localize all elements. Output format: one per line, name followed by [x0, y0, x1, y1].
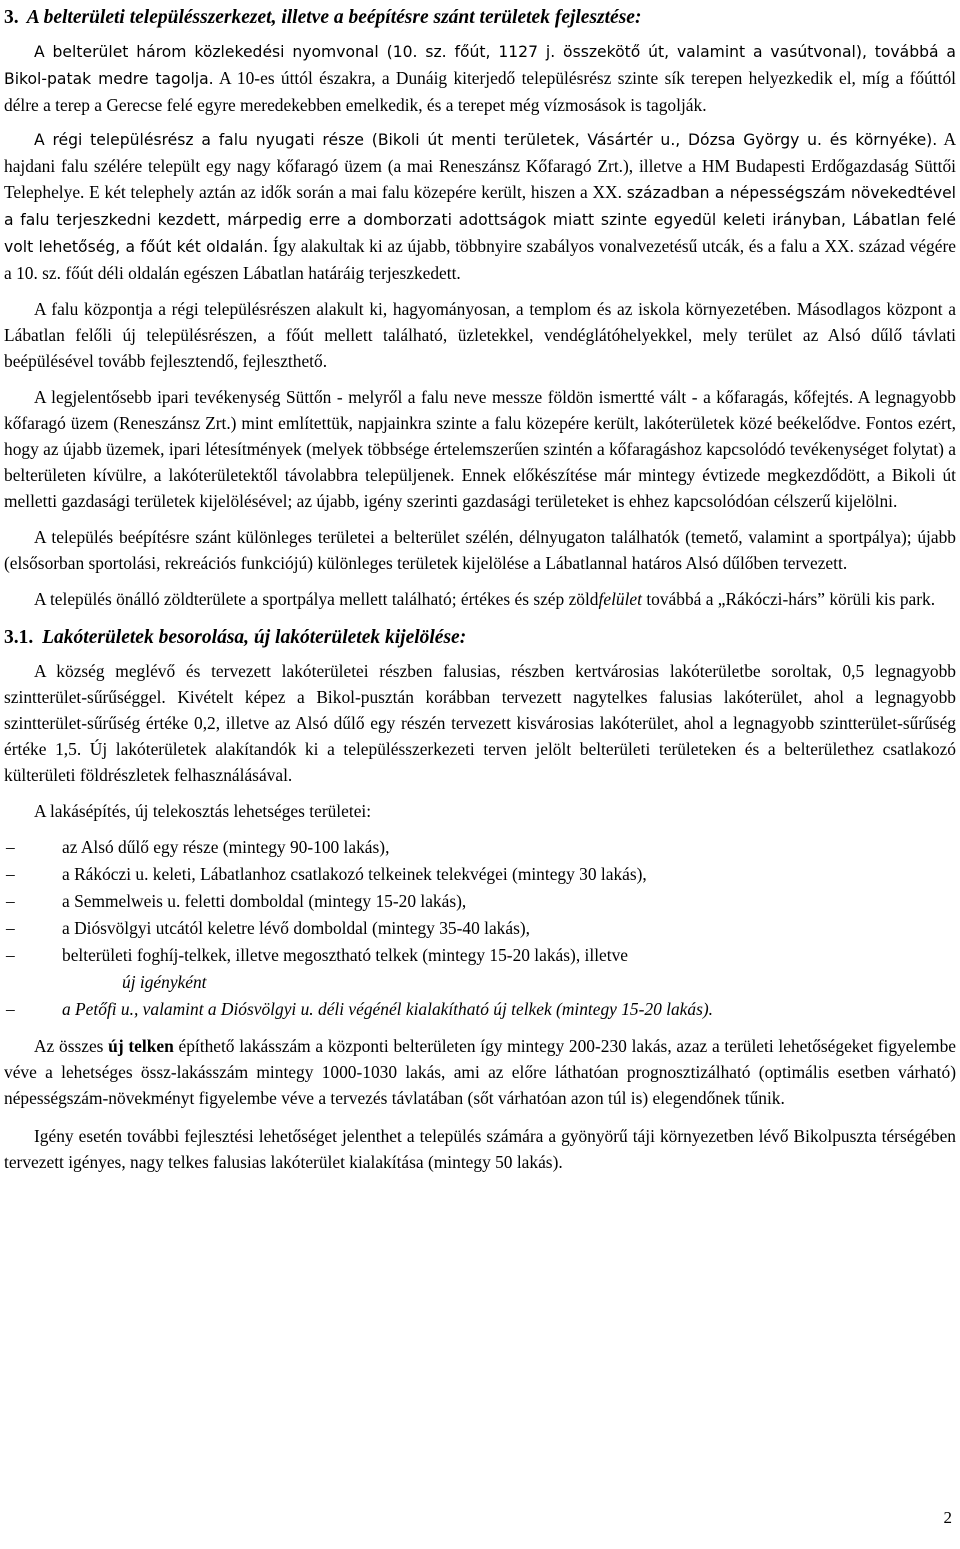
paragraph-1-part-b: A 10-es úttól északra, a Dunáig kiterjedő településrész szinte sík terepen helyezkedik el, míg a főúttól délre a terep a Gerecse felé egyre meredekebben emelkedik, és a terepet még vízmosások is tagolják. [4, 68, 956, 115]
paragraph-9-part-c: építhető lakásszám a központi belterületen így mintegy 200-230 lakás, azaz a területi lehetőségeket figyelembe véve a lehetséges össz-lakásszám mintegy 1000-1030 lakás, ami az előre láthatóan prognosztizálható (optimális esetben várható) népességszám-növekményt figyelembe véve a tervezés távlatában (sőt várhatóan azon túl is) elegendőnek tűnik. [4, 1036, 956, 1108]
list-item [4, 888, 956, 915]
paragraph-6-part-a: A település önálló zöldterülete a sportpálya mellett található; értékes és szép zöld [34, 589, 599, 609]
paragraph-6 [4, 586, 956, 612]
dash-bullet: – [6, 999, 15, 1019]
section-heading-3 [4, 4, 956, 32]
paragraph-4-part-c: Fontos ezért, hogy az újabb üzemek, ipari létesítmények (melyek többsége értelemszerűen szintén a kőfaragáshoz kapcsolódó tevékenységet folytat) a belterületen kívülre, a lakóterületektől távolabbra települjenek. [4, 413, 956, 485]
page-number: 2 [943, 1508, 952, 1527]
paragraph-4-part-a: A legjelentősebb ipari tevékenység Süttőn - melyről a falu neve messze földön ismertté vált - a kőfaragás, kőfejtés. [34, 387, 854, 407]
paragraph-8: A lakásépítés, új telekosztás lehetséges területei: [34, 801, 372, 821]
housing-areas-list [4, 834, 956, 1023]
paragraph-6-italic: felület [598, 589, 642, 609]
paragraph-2 [4, 126, 956, 286]
paragraph-2-part-e: Így alakultak ki az újabb, többnyire szabályos vonalvezetésű utcák, és a falu a XX. század végére a 10. sz. főút déli oldalán egészen Lábatlan határáig terjeszkedett. [4, 236, 956, 283]
paragraph-7: A község meglévő és tervezett lakóterületei részben falusias, részben kertvárosias lakóterületbe soroltak, 0,5 legnagyobb szintterület-sűrűséggel. Kivételt képez a Bikol-pusztán korábban tervezett nagytelkes falusias lakóterület, ahol a legnagyobb szintterület-sűrűség értéke 0,2, illetve az Alsó dűlő egy részén tervezett kisvárosias lakóterület, ahol a legnagyobb szintterület-sűrűség értéke 1,5. Új lakóterületek alakítandók ki a településszerkezeti terven jelölt belterületi területeken és a belterülethez csatlakozó külterületi földrészletek felhasználásával. [4, 661, 956, 785]
list-item-text: a Diósvölgyi utcától keletre lévő domboldal (mintegy 35-40 lakás), [62, 918, 530, 938]
paragraph-3-part-a: A falu központja a régi településrészen alakult ki, hagyományosan, a templom és az iskola környezetében. [34, 299, 792, 319]
paragraph-4-part-d: Ennek előkészítése már mintegy évtizede megkezdődött, a Bikoli út melletti gazdasági területek kijelölésével; az újabb, igény szerinti gazdasági területeket is ehhez kapcsolódóan célszerű kijelölni. [4, 465, 956, 511]
page-content [4, 4, 956, 1175]
list-item-text: a Rákóczi u. keleti, Lábatlanhoz csatlakozó telkeinek telekvégei (mintegy 30 lakás), [62, 864, 647, 884]
paragraph-4 [4, 384, 956, 514]
paragraph-9-part-a: Az összes [34, 1036, 109, 1056]
dash-bullet: – [6, 918, 15, 938]
paragraph-1 [4, 38, 956, 118]
paragraph-4-part-b: A legnagyobb kőfaragó üzem (Reneszánsz Zrt.) mint említettük, napjainkra szinte a falu közepére került, lakóterületek közé beékelődve. [4, 387, 956, 433]
paragraph-3 [4, 296, 956, 374]
list-subline: új igényként [122, 972, 207, 992]
list-item-text: a Semmelweis u. feletti domboldal (mintegy 15-20 lakás), [62, 891, 467, 911]
list-item [4, 915, 956, 942]
dash-bullet: – [6, 837, 15, 857]
dash-bullet: – [6, 891, 15, 911]
list-item-text: az Alsó dűlő egy része (mintegy 90-100 lakás), [62, 837, 390, 857]
list-item [4, 996, 956, 1023]
paragraph-2-part-c: E két telephely aztán az idők során a mai falu közepére került, hiszen a XX. [89, 182, 622, 202]
paragraph-2-part-d: században a népességszám növekedtével a falu terjeszkedni kezdett, márpedig erre a domborzati adottságok miatt szinte egyedül keleti irányban, Lábatlan felé volt lehetőség, a főút két oldalán. [4, 184, 956, 256]
paragraph-1-part-a: A belterület három közlekedési nyomvonal (10. sz. főút, 1127 j. összekötő út, valamint a vasútvonal), továbbá a Bikol-patak medre tagolja. [4, 43, 956, 88]
paragraph-9 [4, 1033, 956, 1111]
section-title: A belterületi településszerkezet, illetve a beépítésre szánt területek fejlesztése: [26, 7, 642, 28]
list-item [4, 861, 956, 888]
list-item [4, 834, 956, 861]
subsection-title: Lakóterületek besorolása, új lakóterületek kijelölése: [42, 627, 467, 648]
dash-bullet: – [6, 864, 15, 884]
subsection-number: 3.1. [4, 627, 34, 648]
list-item-text: a Petőfi u., valamint a Diósvölgyi u. déli végénél kialakítható új telkek (mintegy 15-20 lakás). [62, 999, 714, 1019]
paragraph-9-bold: új telken [108, 1036, 174, 1056]
paragraph-3-part-b: Másodlagos központ a Lábatlan felőli új településrészen, a főút mellett található, üzletekkel, vendéglátóhelyekkel, mely terület az Alsó dűlő távlati beépülésével tovább fejlesztendő, fejleszthető. [4, 299, 956, 371]
paragraph-10: Igény esetén további fejlesztési lehetőséget jelenthet a település számára a gyönyörű táji környezetben lévő Bikolpuszta térségében tervezett igényes, nagy telkes falusias lakóterület kialakítása (mintegy 50 lakás). [4, 1126, 956, 1172]
list-item [4, 942, 956, 996]
paragraph-6-part-c: továbbá a „Rákóczi-hárs” körüli kis park. [641, 589, 936, 609]
paragraph-2-part-a: A régi településrész a falu nyugati része (Bikoli út menti területek, Vásártér u., Dózsa György u. és környéke). [34, 131, 938, 149]
list-item-text: belterületi foghíj-telkek, illetve megosztható telkek (mintegy 15-20 lakás), illetve [62, 945, 628, 965]
paragraph-5: A település beépítésre szánt különleges területei a belterület szélén, délnyugaton találhatók (temető, valamint a sportpálya); újabb (elsősorban sportolási, rekreációs funkciójú) különleges területek kijelölése a Lábatlannal határos Alsó dűlőben tervezett. [4, 527, 956, 573]
paragraph-2-part-b: A hajdani falu szélére települt egy nagy kőfaragó üzem (a mai Reneszánsz Kőfaragó Zrt.), illetve a HM Budapesti Erdőgazdaság Süttői Telephelye. [4, 129, 956, 202]
dash-bullet: – [6, 945, 15, 965]
section-heading-3-1 [4, 624, 956, 652]
section-number: 3. [4, 7, 19, 28]
